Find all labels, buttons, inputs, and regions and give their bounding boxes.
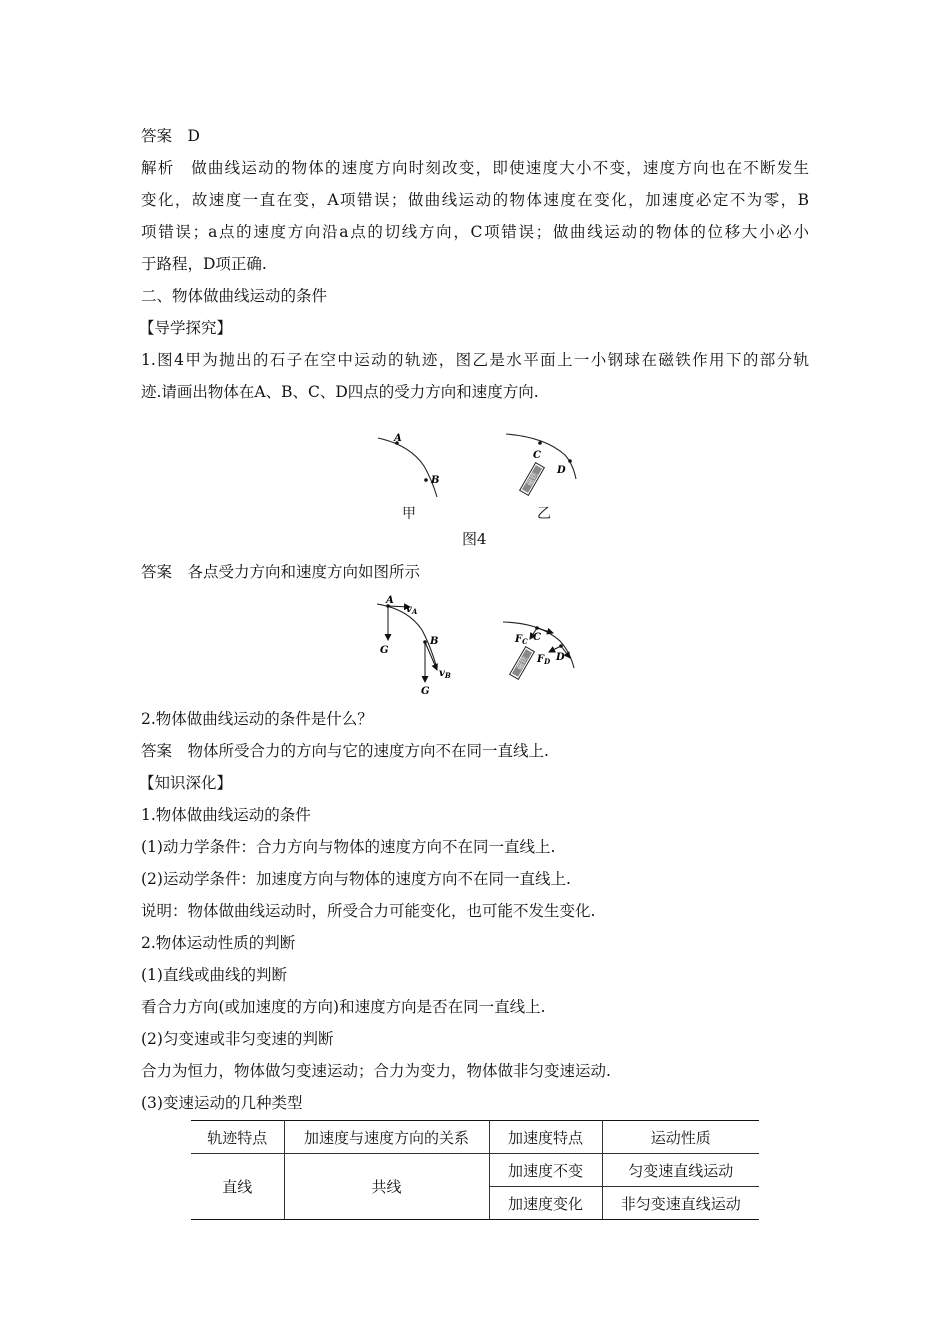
header-trajectory: 轨迹特点: [191, 1121, 284, 1154]
magnet-label: 磁铁: [525, 471, 540, 488]
figure-4-caption: 图4: [462, 530, 487, 548]
motion-types-table: [191, 1120, 759, 1220]
knowledge-2-1-text: 看合力方向(或加速度的方向)和速度方向是否在同一直线上.: [141, 998, 546, 1016]
cell-relation: 共线: [284, 1154, 489, 1220]
knowledge-1-2: (2)运动学条件：加速度方向与物体的速度方向不在同一直线上.: [141, 870, 571, 888]
label-g-2: G: [421, 686, 430, 697]
explanation-line-2: 变化，故速度一直在变，A项错误；做曲线运动的物体速度在变化，加速度必定不为零，B: [141, 191, 809, 209]
trajectory-jia: [378, 438, 440, 497]
cell-accel-1: 加速度不变: [489, 1154, 602, 1187]
question-1-line-1: 1.图4甲为抛出的石子在空中运动的轨迹，图乙是水平面上一小钢球在磁铁作用下的部分轨: [141, 351, 809, 369]
label-c: C: [533, 450, 541, 461]
label-g-1: G: [380, 645, 389, 656]
knowledge-2-title: 2.物体运动性质的判断: [141, 934, 296, 952]
answer-1: 答案 D: [141, 127, 200, 145]
header-acceleration: 加速度特点: [489, 1121, 602, 1154]
answer-figure: [0, 580, 950, 710]
label-d-answer: D: [556, 652, 565, 663]
cell-accel-2: 加速度变化: [489, 1187, 602, 1220]
guide-heading: 【导学探究】: [139, 319, 233, 337]
knowledge-1-note: 说明：物体做曲线运动时，所受合力可能变化，也可能不发生变化.: [141, 902, 596, 920]
label-va: $v_A$: [406, 604, 418, 616]
question-2: 2.物体做曲线运动的条件是什么？: [141, 710, 373, 728]
label-fd: $F_D$: [537, 654, 551, 666]
caption-jia: 甲: [402, 506, 416, 522]
answer-3: 答案 物体所受合力的方向与它的速度方向不在同一直线上.: [141, 742, 549, 760]
figure-4: [0, 0, 950, 560]
label-a: A: [394, 433, 402, 444]
knowledge-2-1: (1)直线或曲线的判断: [141, 966, 287, 984]
question-1-line-2: 迹.请画出物体在A、B、C、D四点的受力方向和速度方向.: [141, 383, 539, 401]
explanation-line-4: 于路程，D项正确.: [141, 255, 267, 273]
cell-motion-1: 匀变速直线运动: [602, 1154, 759, 1187]
point-b-dot: [424, 478, 428, 482]
answer-2: 答案 各点受力方向和速度方向如图所示: [141, 563, 421, 581]
knowledge-2-2: (2)匀变速或非匀变速的判断: [141, 1030, 334, 1048]
cell-trajectory: 直线: [191, 1154, 284, 1220]
knowledge-heading: 【知识深化】: [139, 774, 233, 792]
label-fc: $F_C$: [515, 634, 528, 646]
label-c-answer: C: [533, 632, 541, 643]
table-header-row: [191, 1121, 759, 1154]
magnet-answer-icon: [510, 647, 535, 680]
label-vb: $v_B$: [439, 668, 451, 680]
knowledge-1-title: 1.物体做曲线运动的条件: [141, 806, 311, 824]
table-row: [191, 1154, 759, 1187]
label-b: B: [431, 475, 440, 486]
header-relation: 加速度与速度方向的关系: [284, 1121, 489, 1154]
caption-yi: 乙: [537, 506, 551, 522]
knowledge-1-1: (1)动力学条件：合力方向与物体的速度方向不在同一直线上.: [141, 838, 556, 856]
section-2-title: 二、物体做曲线运动的条件: [141, 287, 328, 305]
label-d: D: [557, 465, 566, 476]
magnet-icon: [520, 463, 545, 496]
point-d-dot: [568, 459, 572, 463]
knowledge-2-3: (3)变速运动的几种类型: [141, 1094, 303, 1112]
magnet-answer-label: 磁铁: [515, 655, 530, 672]
label-b-answer: B: [430, 636, 439, 647]
header-motion: 运动性质: [602, 1121, 759, 1154]
cell-motion-2: 非匀变速直线运动: [602, 1187, 759, 1220]
point-c-dot: [538, 441, 542, 445]
knowledge-2-2-text: 合力为恒力，物体做匀变速运动；合力为变力，物体做非匀变速运动.: [141, 1062, 611, 1080]
explanation-line-1: 解析 做曲线运动的物体的速度方向时刻改变，即使速度大小不变，速度方向也在不断发生: [141, 159, 809, 177]
label-a-answer: A: [386, 595, 394, 606]
explanation-line-3: 项错误；a点的速度方向沿a点的切线方向，C项错误；做曲线运动的物体的位移大小必小: [141, 223, 809, 241]
